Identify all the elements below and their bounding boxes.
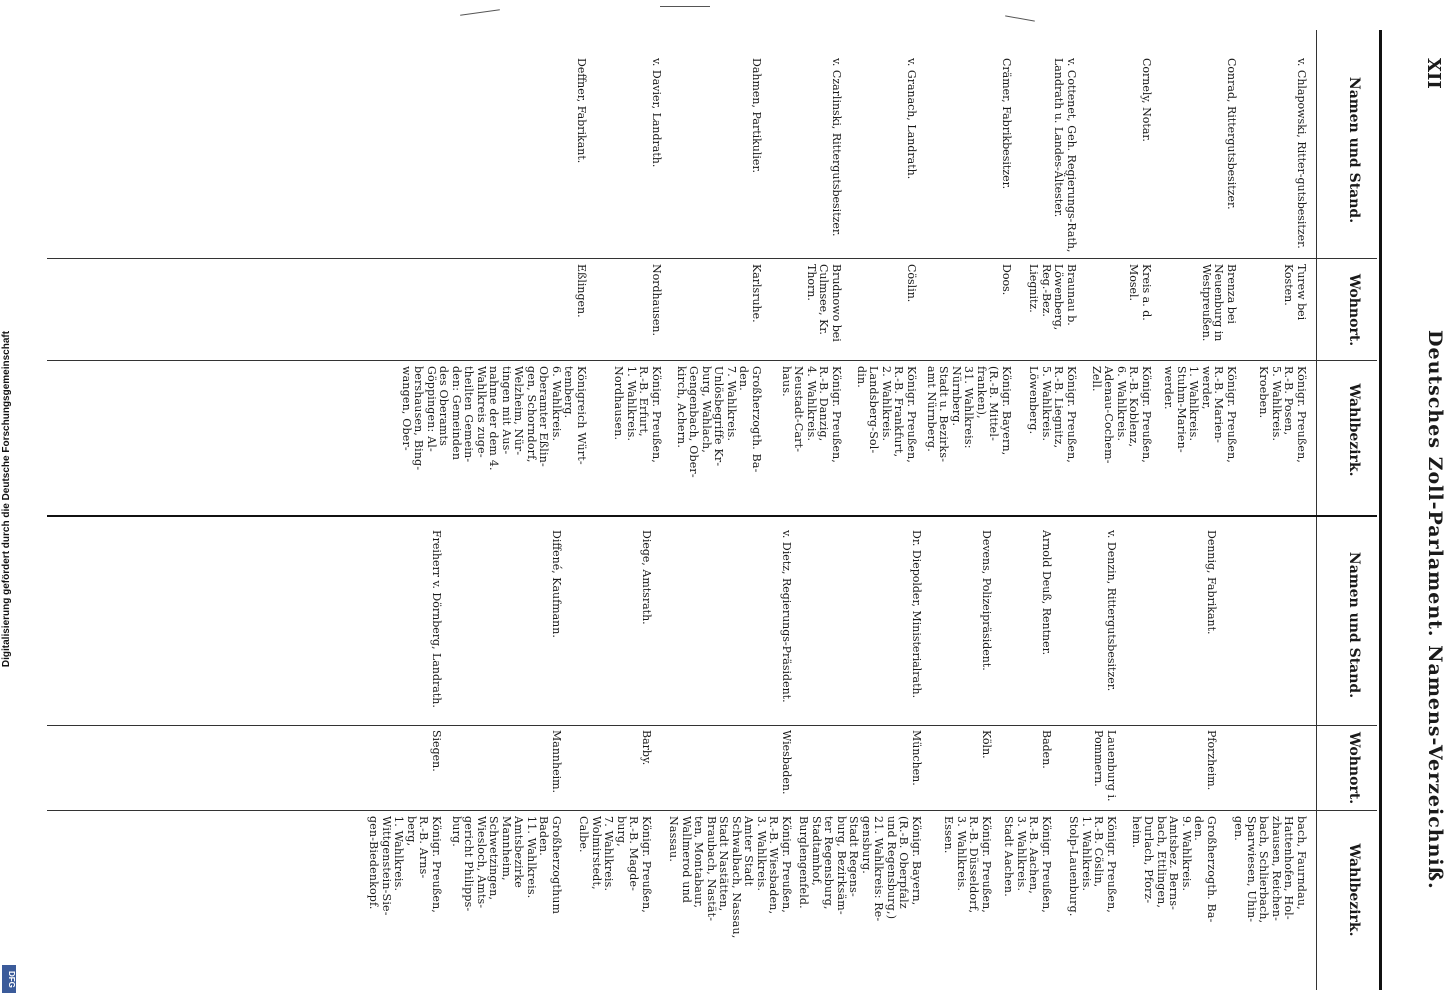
entry-name: Freiherr v. Dörnberg, Landrath. [430,530,443,708]
center-separator [47,515,1377,517]
entry-place: Mannheim. [550,730,563,794]
entry-district: Königr. Bayern, (R.-B. Mittel- franken), 31. Wahlkreis: Nürnberg. Stadt u. Bezirks- amt Nürnberg. [925,366,1013,463]
entry-name: Devens, Polizeipräsident. [980,530,993,671]
entry-place: Baden. [1040,730,1053,769]
entry-district: Königr. Preußen, R.-B. Düsseldorf, 3. Wahlkreis. Essen. [942,816,993,914]
entry-district: Königr. Preußen, R.-B. Arns- berg, 1. Wahlkreis. Wittgenstein-Sie- gen-Biedenkopf. [367,816,443,916]
entry-name: Diffené, Kaufmann. [550,530,563,638]
entry-place: Kreis a. d. Mosel. [1127,264,1153,321]
entry-district: bach, Faurndau, Hattenhofen, Hol- zhausen, Reichen- bach, Schlierbach, Sparwiesen, Uhin- gen. [1232,816,1308,924]
entry-place: Lauenburg i. Pommern. [1092,730,1118,802]
header-bottom-rule [1316,30,1317,990]
separator [47,810,1377,811]
entry-district: Königr. Preußen, R.-B. Liegnitz, 5. Wahlkreis. Löwenberg. [1027,366,1078,464]
entry-place: Braunau b. Löwenberg, Reg.-Bez. Liegnitz. [1027,264,1078,331]
entry-name: Diege, Amtsrath. [640,530,653,625]
entry-name: Dr. Diepolder, Ministerialrath. [910,530,923,699]
entry-place: Barby. [640,730,653,766]
entry-place: Nordhausen. [650,264,663,337]
entry-name: v. Dietz, Regierungs-Präsident. [780,530,793,703]
entry-district: Königr. Preußen, R.-B. Posen, 5. Wahlkreis. Kroeben. [1257,366,1308,464]
credit-text: Digitalisierung gefördert durch die Deutsche Forschungsgemeinschaft [1,330,12,668]
entry-name: v. Czarlinski, Rittergutsbesitzer. [830,58,843,237]
entry-district: Königr. Preußen, R.-B. Koblenz, 6. Wahlkreis. Adenau-Cochem- Zell. [1090,366,1153,464]
entry-name: v. Cottenet, Geh. Regierungs-Rath, Landrath u. Landes-Ältester. [1052,58,1078,253]
entry-name: Cornely, Notar. [1140,58,1153,142]
entry-district: Königr. Preußen, R.-B. Cöslin, 1. Wahlkreis. Stolp-Lauenburg. [1067,816,1118,917]
entry-name: v. Davier, Landrath. [650,58,663,168]
entry-district: Königr. Preußen, R.-B. Aachen, 3. Wahlkreis. Stadt Aachen. [1002,816,1053,914]
entry-name: v. Granach, Landrath. [905,58,918,180]
entry-place: Karlsruhe. [750,264,763,323]
entry-district: Großherzogthum Baden. 11. Wahlkreis. Amtsbezirke Mannheim, Schwetzingen, Wiesloch, Amts- gericht Philipps- burg. [450,816,563,915]
entry-place: Eßlingen. [575,264,588,318]
entry-district: Königr. Preußen, R.-B. Erfurt, 1. Wahlkreis. Nordhausen. [612,366,663,464]
entry-district: Großherzogth. Ba- den. 9. Wahlkreis. Amtsbez. Berns- bach, Ettlingen, Durlach, Pforz- heim. [1130,816,1218,923]
column-header-name-left: Namen und Stand. [1346,76,1362,224]
entry-name: Conrad, Rittergutsbesitzer. [1225,58,1238,210]
separator [47,360,1377,361]
entry-place: Siegen. [430,730,443,772]
entry-place: Cöslin. [905,264,918,303]
separator [47,725,1377,726]
entry-name: Crämer, Fabrikbesitzer. [1000,58,1013,190]
entry-place: Turew bei Kosten. [1282,264,1308,321]
column-header-district-right: Wahlbezirk. [1346,843,1362,937]
entry-name: Deffner, Fabrikant. [575,58,588,164]
scan-mark [660,6,710,7]
column-header-place-left: Wohnort. [1346,273,1362,347]
page-title: Deutsches Zoll-Parlament. Namens-Verzeichniß. [1424,330,1446,890]
column-header-name-right: Namen und Stand. [1346,551,1362,699]
column-header-place-right: Wohnort. [1346,731,1362,805]
separator [47,258,1377,259]
header-rule [1379,30,1382,990]
dfg-logo: DFG [2,965,16,993]
entry-place: Köln. [980,730,993,759]
entry-name: Arnold Deuß, Rentner. [1040,530,1053,656]
entry-district: Königr. Preußen, R.-B. Magde- burg, 7. Wahlkreis. Wolmirstedt, Calbe. [577,816,653,914]
entry-name: Dennig, Fabrikant. [1205,530,1218,635]
entry-place: Brenza bei Neuenburg in Westpreußen. [1200,264,1238,342]
entry-place: Pforzheim. [1205,730,1218,791]
entry-district: Königr. Preußen, R.-B. Marien- werder, 1. Wahlkreis. Stuhm-Marien- werder. [1162,366,1238,464]
entry-place: Doos. [1000,264,1013,296]
entry-district: Königreich Würt- temberg. 6. Wahlkreis. Oberamter Eßlin- gen, Schorndorf, Welzheim, Nür- tingen mit Aus- nahme der dem 4. Wahlkreis zuge- theilten Gemein- den: Gemeinden des Oberamts Göppingen: Al- bershausen, Bing- wangen, Ober- [400,366,588,471]
entry-place: Wiesbaden. [780,730,793,795]
page-number: XII [1423,58,1444,89]
entry-district: Königr. Bayern, (R.-B. Oberpfalz und Regensburg,) 21. Wahlkreis: Re- gensburg. Stadt Regens- burg, Bezirksäm- ter Regensburg, Stadtamhof, Burglengenfeld. [797,816,923,922]
entry-district: Königr. Preußen, R.-B. Danzig, 4. Wahlkreis. Neustadt-Cart- haus. [780,366,843,464]
entry-name: v. Denzin, Rittergutsbesitzer. [1105,530,1118,692]
entry-place: München. [910,730,923,786]
entry-district: Großherzogth. Ba- den. 7. Wahlkreis. Unlösbegriffe Kr- burg, Wahlach, Gengenbach, Ober- kirch, Achern. [675,366,763,478]
entry-district: Königr. Preußen, R.-B. Frankfurt, 2. Wahlkreis. Landsberg-Sol- din. [855,366,918,464]
entry-place: Brudnowo bei Culmsee, Kr. Thorn. [805,264,843,342]
entry-district: Königr. Preußen, R.-B. Wiesbaden, 3. Wahlkreis. Amter Stadt Schwalbach, Nassau, Stadt Nastätten, Braubach, Nastät- ten, Montabaur, Wallmerod und Nassau. [667,816,793,939]
column-header-district-left: Wahlbezirk. [1346,383,1362,477]
entry-name: v. Chlapowski, Ritter-gutsbesitzer. [1295,58,1308,249]
entry-name: Dahmen, Partikulier. [750,58,763,173]
